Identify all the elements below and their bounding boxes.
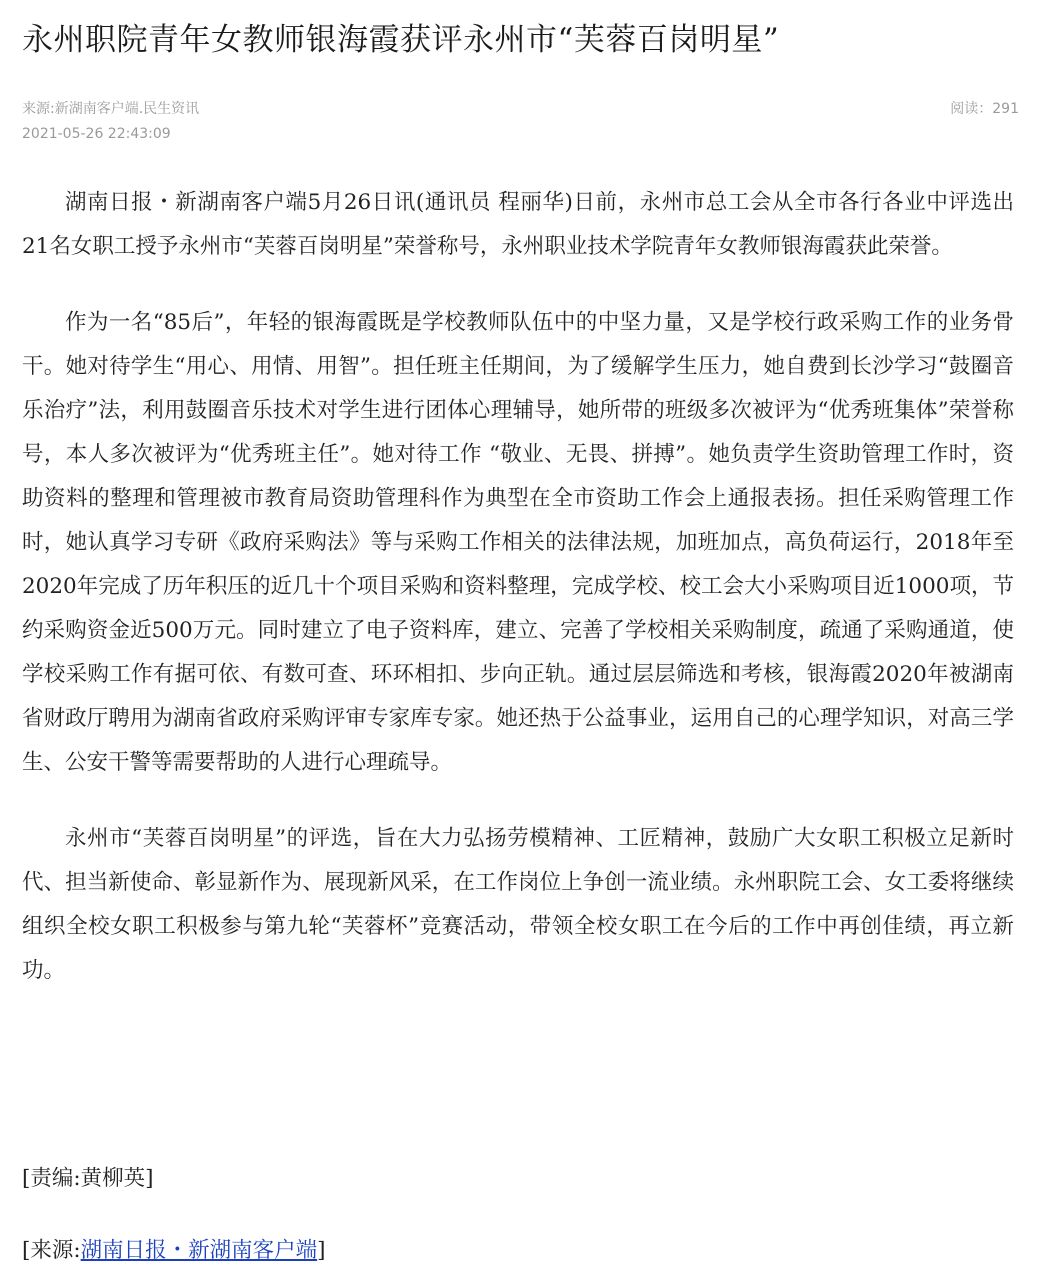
article-body — [22, 181, 1014, 1025]
article-meta — [22, 99, 1022, 119]
article-paragraph-2: 作为一名“85后”，年轻的银海霞既是学校教师队伍中的中坚力量，又是学校行政采购工作的业务骨干。她对待学生“用心、用情、用智”。担任班主任期间，为了缓解学生压力，她自费到长沙学习“鼓圈音乐治疗”法，利用鼓圈音乐技术对学生进行团体心理辅导，她所带的班级多次被评为“优秀班集体”荣誉称号，本人多次被评为“优秀班主任”。她对待工作 “敬业、无畏、拼搏”。她负责学生资助管理工作时，资助资料的整理和管理被市教育局资助管理科作为典型在全市资助工作会上通报表扬。担任采购管理工作时，她认真学习专研《政府采购法》等与采购工作相关的法律法规，加班加点，高负荷运行，2018年至2020年完成了历年积压的近几十个项目采购和资料整理，完成学校、校工会大小采购项目近1000项，节约采购资金近500万元。同时建立了电子资料库，建立、完善了学校相关采购制度，疏通了采购通道，使学校采购工作有据可依、有数可查、环环相扣、步向正轨。通过层层筛选和考核，银海霞2020年被湖南省财政厅聘用为湖南省政府采购评审专家库专家。她还热于公益事业，运用自己的心理学知识，对高三学生、公安干警等需要帮助的人进行心理疏导。 — [22, 310, 1014, 775]
editor-credit: [责编:黄柳英] — [22, 1166, 154, 1191]
article-paragraph-3: 永州市“芙蓉百岗明星”的评选，旨在大力弘扬劳模精神、工匠精神，鼓励广大女职工积极立足新时代、担当新使命、彰显新作为、展现新风采，在工作岗位上争创一流业绩。永州职院工会、女工委将继续组织全校女职工积极参与第九轮“芙蓉杯”竞赛活动，带领全校女职工在今后的工作中再创佳绩，再立新功。 — [22, 826, 1014, 983]
meta-datetime: 2021-05-26 22:43:09 — [22, 126, 171, 142]
footer-source-link[interactable]: 湖南日报・新湖南客户端 — [80, 1238, 318, 1263]
article-title: 永州职院青年女教师银海霞获评永州市“芙蓉百岗明星” — [22, 22, 780, 58]
meta-read-count: 阅读：291 — [950, 101, 1019, 117]
article-meta-date — [22, 124, 1022, 144]
footer-source-suffix: ] — [317, 1238, 326, 1263]
meta-source: 来源:新湖南客户端.民生资讯 — [22, 101, 200, 117]
footer-source — [22, 1236, 326, 1266]
footer-source-prefix: [来源: — [22, 1238, 81, 1263]
article-paragraph-1: 湖南日报・新湖南客户端5月26日讯(通讯员 程丽华)日前，永州市总工会从全市各行各业中评选出21名女职工授予永州市“芙蓉百岗明星”荣誉称号，永州职业技术学院青年女教师银海霞获此荣誉。 — [22, 190, 1014, 259]
